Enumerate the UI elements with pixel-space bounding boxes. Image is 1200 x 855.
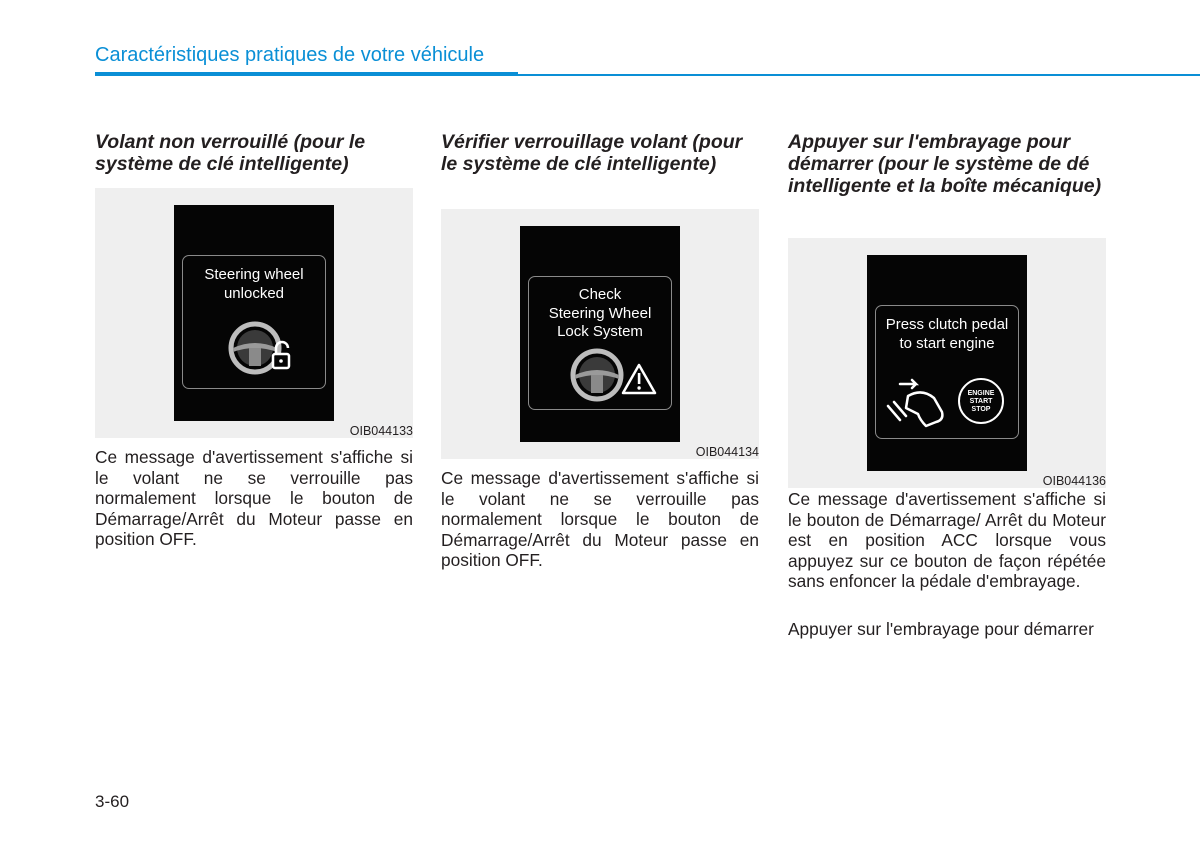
section-title: Caractéristiques pratiques de votre véhicule — [95, 44, 485, 66]
steering-wheel-warning-triangle-icon — [567, 347, 667, 407]
warning-message-box — [182, 255, 326, 389]
column-title: Volant non verrouillé (pour le système de clé intelligente) — [95, 131, 366, 175]
header-rule-thin — [518, 74, 1200, 76]
message-line: Lock System — [557, 323, 643, 340]
message-line: unlocked — [223, 284, 285, 302]
description-paragraph: Appuyer sur l'embrayage pour démarrer — [788, 619, 1094, 639]
column-title: Appuyer sur l'embrayage pour démarrer (pour le système de dé intelligente et la boîte mécanique) — [788, 131, 1102, 197]
figure-code: OIB044133 — [349, 424, 413, 438]
page-number: 3-60 — [95, 792, 130, 811]
figure-code: OIB044134 — [695, 445, 759, 459]
column-check-lock-system — [441, 131, 759, 581]
warning-message-box — [528, 276, 672, 410]
start-button-label: STOP — [971, 406, 991, 413]
start-button-label: START — [969, 398, 993, 405]
message-line: to start engine — [899, 334, 995, 352]
description-paragraph: Ce message d'avertissement s'affiche si le volant ne se verrouille pas normalement lorsque le bouton de Démarrage/Arrêt du Moteur passe en position OFF. — [441, 468, 759, 571]
description-paragraph: Ce message d'avertissement s'affiche si le bouton de Démarrage/ Arrêt du Moteur est en position ACC lorsque vous appuyez sur ce bouton de façon répétée sans enfoncer la pédale d'embrayage. — [788, 489, 1106, 592]
message-line: Steering Wheel — [548, 304, 652, 322]
clutch-pedal-foot-icon — [882, 376, 952, 431]
figure-code: OIB044136 — [1042, 474, 1106, 488]
cluster-figure — [95, 188, 413, 438]
message-line: Check — [578, 286, 622, 303]
header-rule — [95, 72, 518, 76]
start-button-label: ENGINE — [967, 390, 995, 397]
description-paragraph: Ce message d'avertissement s'affiche si le volant ne se verrouille pas normalement lorsque le bouton de Démarrage/Arrêt du Moteur passe en position OFF. — [95, 447, 413, 550]
cluster-figure — [788, 238, 1106, 488]
cluster-display — [867, 255, 1027, 471]
cluster-display — [174, 205, 334, 421]
cluster-figure — [441, 209, 759, 459]
column-press-clutch — [788, 131, 1106, 671]
steering-wheel-unlocked-padlock-icon — [225, 318, 305, 378]
cluster-display — [520, 226, 680, 442]
message-line: Press clutch pedal — [885, 316, 1009, 333]
column-steering-unlocked — [95, 131, 413, 561]
column-title: Vérifier verrouillage volant (pour le système de clé intelligente) — [441, 131, 743, 175]
engine-start-stop-button-icon — [958, 378, 1004, 424]
warning-message-box — [875, 305, 1019, 439]
message-line: Steering wheel — [204, 266, 304, 283]
